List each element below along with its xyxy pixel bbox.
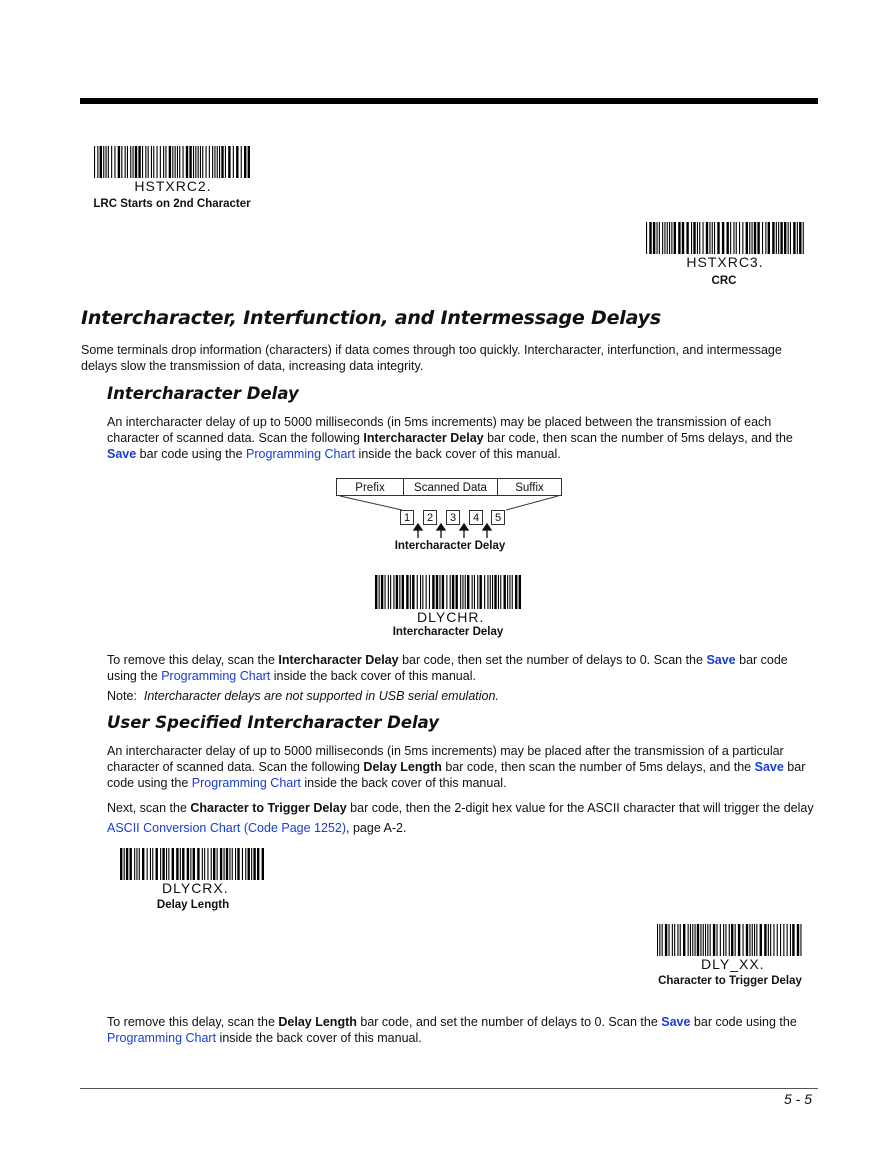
text-run: inside the back cover of this manual. bbox=[216, 1031, 422, 1045]
diagram-caption: Intercharacter Delay bbox=[394, 540, 506, 552]
text-run: An intercharacter delay of up to 5000 milliseconds (in 5ms increments) may be placed between the transmission of each character of scanned data. Scan the following bbox=[107, 415, 772, 445]
barcode-dlycrx bbox=[118, 848, 268, 880]
barcode-hstxrc3-caption: CRC bbox=[711, 275, 737, 287]
bold-run: Intercharacter Delay bbox=[363, 431, 484, 445]
text-run: inside the back cover of this manual. bbox=[300, 776, 507, 790]
usb-note bbox=[107, 689, 499, 703]
barcode-dlyxx-block bbox=[655, 924, 805, 972]
section-intro: Some terminals drop information (characters) if data comes through too quickly. Intercharacter, interfunction, and intermessage delays slow the transmission of data, increasing data integrity. bbox=[81, 343, 782, 373]
barcode-dlychr-code: DLYCHR. bbox=[417, 609, 485, 625]
user-specified-remove-paragraph bbox=[107, 1014, 819, 1046]
barcode-hstxrc2 bbox=[92, 146, 254, 178]
diagram-digit-4: 4 bbox=[469, 510, 483, 525]
text-run: bar code, and set the number of delays to 0. Scan the bbox=[356, 1015, 662, 1029]
note-text: Intercharacter delays are not supported in USB serial emulation. bbox=[143, 689, 499, 703]
text-run: An intercharacter delay of up to 5000 milliseconds (in 5ms increments) may be placed after the transmission of a particular character of scanned data. Scan the following bbox=[107, 744, 784, 774]
note-label: Note: bbox=[107, 689, 137, 703]
text-run: inside the back cover of this manual. bbox=[355, 447, 561, 461]
save-link[interactable]: Save bbox=[706, 653, 736, 667]
barcode-hstxrc2-code: HSTXRC2. bbox=[134, 178, 212, 194]
diagram-digit-2: 2 bbox=[423, 510, 437, 525]
programming-chart-link[interactable]: Programming Chart bbox=[246, 447, 356, 461]
diagram-box-prefix: Prefix bbox=[336, 478, 404, 496]
user-specified-paragraph-2 bbox=[107, 798, 819, 838]
diagram-digit-1: 1 bbox=[400, 510, 414, 525]
bold-run: Delay Length bbox=[363, 760, 442, 774]
barcode-hstxrc3 bbox=[644, 222, 806, 254]
barcode-dlychr-caption: Intercharacter Delay bbox=[392, 626, 504, 638]
barcode-hstxrc3-block bbox=[644, 222, 806, 270]
intercharacter-title: Intercharacter Delay bbox=[107, 384, 299, 403]
barcode-hstxrc2-caption: LRC Starts on 2nd Character bbox=[93, 198, 251, 210]
diagram-digit-5: 5 bbox=[491, 510, 505, 525]
save-link[interactable]: Save bbox=[107, 447, 137, 461]
bold-run: Character to Trigger Delay bbox=[190, 801, 347, 815]
text-run: bar code, then set the number of delays to 0. Scan the bbox=[398, 653, 707, 667]
barcode-dlycrx-code: DLYCRX. bbox=[162, 880, 229, 896]
text-run: bar code using the bbox=[107, 653, 788, 683]
text-run: To remove this delay, scan the bbox=[107, 653, 279, 667]
footer-rule bbox=[80, 1088, 818, 1089]
barcode-dlycrx-block bbox=[118, 848, 268, 896]
barcode-dlychr bbox=[373, 575, 523, 609]
page-number: 5 - 5 bbox=[783, 1091, 812, 1107]
save-link[interactable]: Save bbox=[661, 1015, 691, 1029]
diagram-digit-3: 3 bbox=[446, 510, 460, 525]
text-run: To remove this delay, scan the bbox=[107, 1015, 279, 1029]
intercharacter-paragraph bbox=[107, 414, 819, 462]
barcode-hstxrc2-block bbox=[92, 146, 254, 194]
programming-chart-link[interactable]: Programming Chart bbox=[107, 1031, 217, 1045]
ascii-chart-link[interactable]: ASCII Conversion Chart (Code Page 1252) bbox=[107, 821, 347, 835]
diagram-box-suffix: Suffix bbox=[497, 478, 562, 496]
text-run: bar code using the bbox=[136, 447, 246, 461]
barcode-dlyxx-caption: Character to Trigger Delay bbox=[658, 975, 802, 987]
user-specified-title: User Specified Intercharacter Delay bbox=[107, 713, 440, 732]
text-run: , page A-2. bbox=[346, 821, 407, 835]
section-title: Intercharacter, Interfunction, and Intermessage Delays bbox=[81, 307, 661, 329]
barcode-dlychr-block bbox=[373, 575, 523, 625]
header-rule bbox=[80, 98, 818, 104]
barcode-hstxrc3-code: HSTXRC3. bbox=[686, 254, 764, 270]
diagram-lines bbox=[336, 478, 562, 538]
barcode-dlyxx bbox=[655, 924, 805, 956]
diagram-box-scanned-data: Scanned Data bbox=[403, 478, 498, 496]
bold-run: Delay Length bbox=[278, 1015, 357, 1029]
user-specified-paragraph-1 bbox=[107, 743, 819, 791]
barcode-dlycrx-caption: Delay Length bbox=[156, 899, 230, 911]
text-run: bar code using the bbox=[107, 760, 806, 790]
text-run: bar code, then the 2-digit hex value for the ASCII character that will trigger the delay bbox=[346, 801, 814, 815]
programming-chart-link[interactable]: Programming Chart bbox=[191, 776, 301, 790]
save-link[interactable]: Save bbox=[754, 760, 784, 774]
barcode-dlyxx-code: DLY_XX. bbox=[701, 956, 765, 972]
intercharacter-remove-paragraph bbox=[107, 652, 819, 684]
programming-chart-link[interactable]: Programming Chart bbox=[161, 669, 271, 683]
text-run: bar code, then scan the number of 5ms delays, and the bbox=[441, 760, 755, 774]
bold-run: Intercharacter Delay bbox=[278, 653, 399, 667]
text-run: bar code, then scan the number of 5ms delays, and the bbox=[483, 431, 793, 445]
text-run: inside the back cover of this manual. bbox=[270, 669, 476, 683]
text-run: bar code using the bbox=[690, 1015, 797, 1029]
text-run: Next, scan the bbox=[107, 801, 191, 815]
